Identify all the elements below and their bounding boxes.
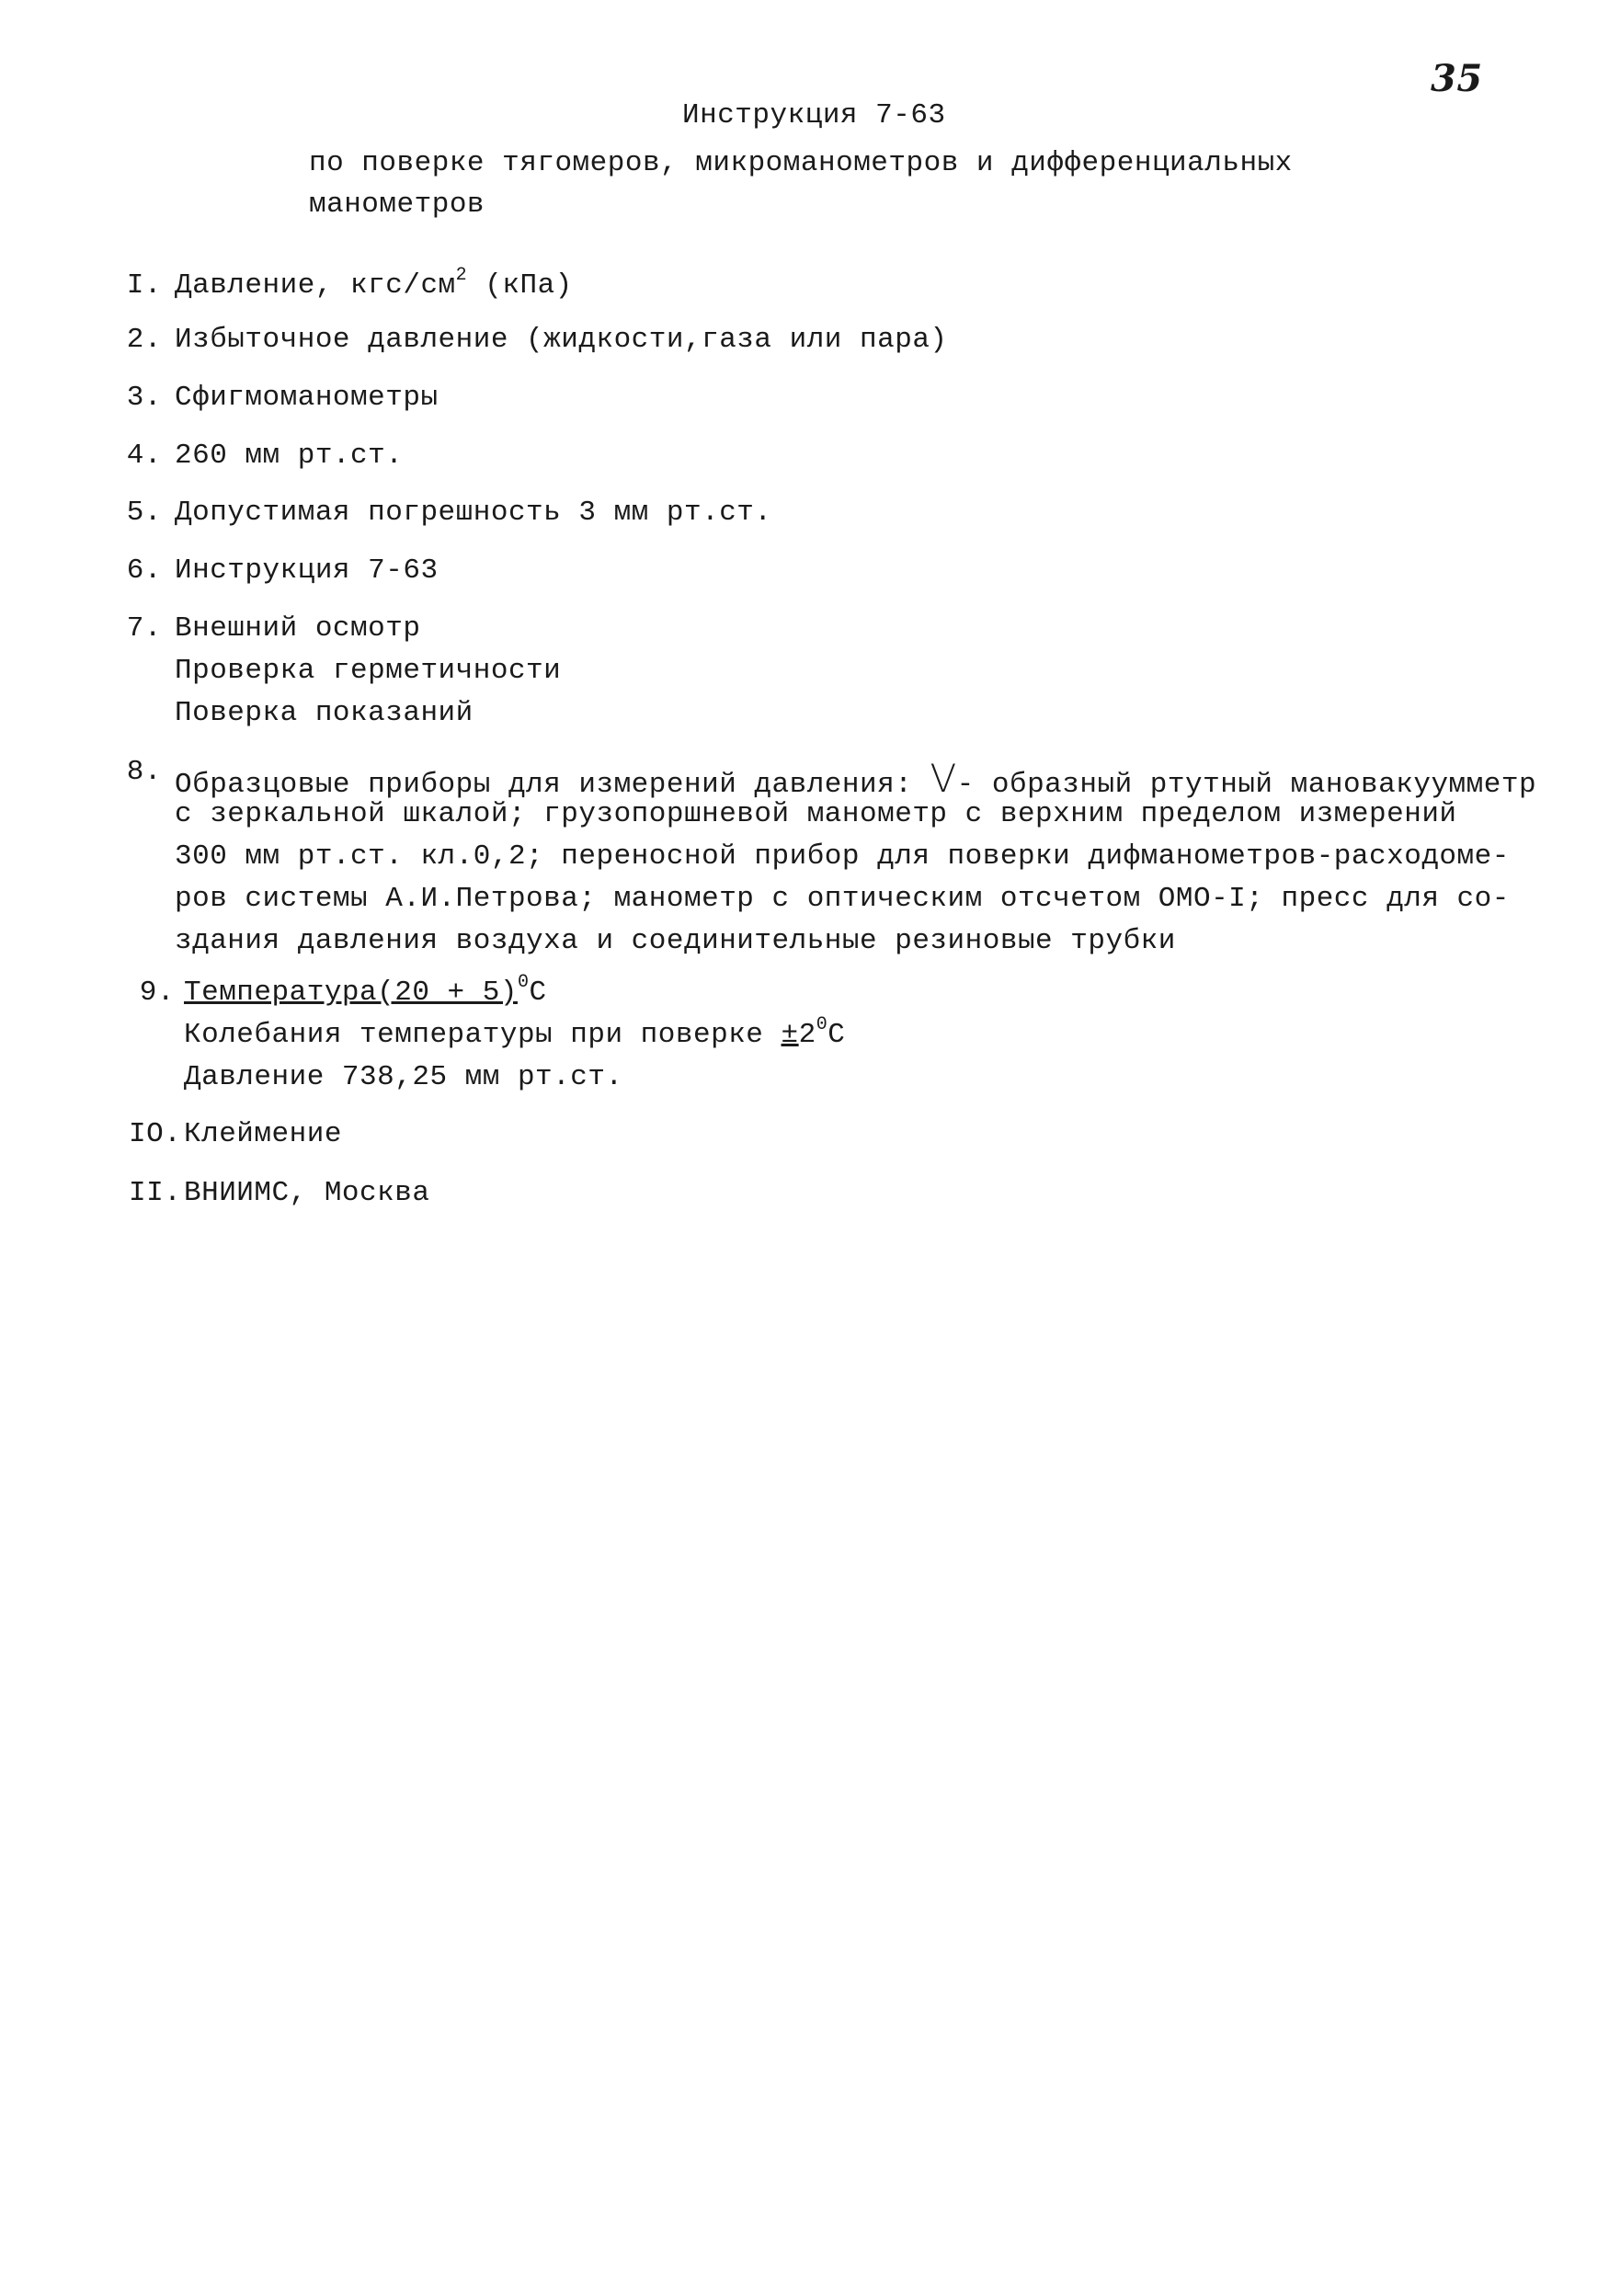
item-8-v-symbol: V bbox=[930, 756, 957, 801]
item-11-number: II. bbox=[129, 1177, 182, 1209]
item-1-text bbox=[175, 265, 573, 302]
item-3-number: 3. bbox=[126, 382, 162, 414]
item-6-number: 6. bbox=[126, 554, 162, 587]
item-2-number: 2. bbox=[126, 324, 162, 356]
item-2-text: Избыточное давление (жидкости,газа или пара) bbox=[175, 324, 948, 356]
item-7-line2: Проверка герметичности bbox=[175, 655, 562, 687]
item-9-line2-degree: 0 bbox=[816, 1014, 828, 1035]
item-9-number: 9. bbox=[139, 977, 175, 1009]
item-1-superscript: 2 bbox=[455, 265, 468, 286]
document-subtitle-line2: манометров bbox=[309, 188, 485, 221]
item-8-line4: ров системы А.И.Петрова; манометр с оптическим отсчетом ОМО-I; пресс для со- bbox=[175, 883, 1510, 915]
item-8-line1-start: Образцовые приборы для измерений давления: bbox=[175, 769, 930, 801]
item-9-line2 bbox=[184, 1014, 846, 1051]
item-1-unit: (кПа) bbox=[467, 269, 573, 302]
item-5-number: 5. bbox=[126, 497, 162, 529]
item-3-text: Сфигмоманометры bbox=[175, 382, 439, 414]
item-4-text: 260 мм рт.ст. bbox=[175, 440, 404, 472]
item-8-line3: 300 мм рт.ст. кл.0,2; переносной прибор для поверки дифманометров-расходоме- bbox=[175, 840, 1510, 873]
page-number: 35 bbox=[1431, 57, 1483, 100]
item-8-number: 8. bbox=[126, 756, 162, 788]
item-8-line5: здания давления воздуха и соединительные резиновые трубки bbox=[175, 925, 1176, 957]
item-9-line3: Давление 738,25 мм рт.ст. bbox=[184, 1061, 623, 1093]
item-8-line2: с зеркальной шкалой; грузопоршневой манометр с верхним пределом измерений bbox=[175, 798, 1457, 830]
item-9-line1 bbox=[184, 972, 547, 1009]
item-9-line1-degree: 0 bbox=[517, 972, 530, 993]
item-10-number: IO. bbox=[129, 1118, 182, 1150]
item-11-text: ВНИИМС, Москва bbox=[184, 1177, 430, 1209]
item-8-line1 bbox=[175, 756, 1536, 801]
item-7-line1: Внешний осмотр bbox=[175, 612, 421, 645]
item-7-number: 7. bbox=[126, 612, 162, 645]
item-9-line2-plusminus: ± bbox=[781, 1019, 799, 1051]
item-7-line3: Поверка показаний bbox=[175, 697, 474, 729]
item-8-line1-end: - образный ртутный мановакуумметр bbox=[956, 769, 1537, 801]
item-4-number: 4. bbox=[126, 440, 162, 472]
item-9-line1-label: Температура(20 + 5) bbox=[184, 977, 518, 1009]
item-10-text: Клеймение bbox=[184, 1118, 342, 1150]
item-9-line2-label: Колебания температуры при поверке bbox=[184, 1019, 782, 1051]
document-title: Инструкция 7-63 bbox=[682, 99, 946, 131]
item-6-text: Инструкция 7-63 bbox=[175, 554, 439, 587]
item-1-label: Давление, кгс/см bbox=[175, 269, 456, 302]
item-9-line1-unit: С bbox=[529, 977, 547, 1009]
item-9-line2-unit: С bbox=[827, 1019, 846, 1051]
item-5-text: Допустимая погрешность 3 мм рт.ст. bbox=[175, 497, 772, 529]
document-subtitle-line1: по поверке тягомеров, микроманометров и дифференциальных bbox=[309, 147, 1293, 179]
item-9-line2-value: 2 bbox=[798, 1019, 816, 1051]
item-1-number: I. bbox=[126, 269, 162, 302]
